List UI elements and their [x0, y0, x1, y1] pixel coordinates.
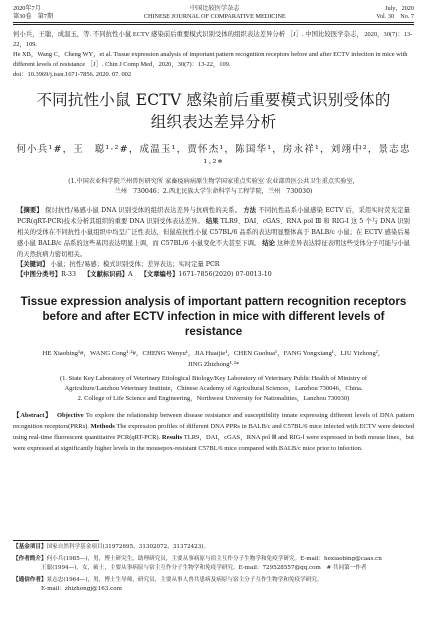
abstract-cn-label: 【摘要】 [17, 207, 43, 215]
abstract-cn-results-label: 结果 [205, 218, 219, 226]
affiliation-en-line3: 2. College of Life Science and Engineering，Northwest University for Nationalities，Lanzhou 730030) [77, 395, 350, 403]
journal-name-cn: 中国比较医学杂志 [190, 5, 240, 12]
fund-label: 【基金项目】 [13, 544, 47, 550]
header-date-cn: 2020年7月 [13, 5, 41, 12]
clc-label: 【中图分类号】 [17, 271, 62, 279]
title-cn [13, 89, 414, 133]
author-note [13, 555, 414, 565]
keywords-cn [13, 260, 414, 270]
abstract-cn-conclusion: 这种差异表达特征表明这些受体分子可能与小鼠的天然抗病力密切相关。 [17, 240, 410, 259]
citation-block [13, 30, 414, 80]
citation-en: He XB，Wang C，Cheng WY，et al. Tissue expression analysis of important pattern recognition receptors before and after ECTV infection in mice with different levels of resistance ［J］. Chin J Comp Med，2020，30(7)：13-22，109. [13, 51, 408, 69]
author-label: 【作者简介】 [13, 555, 47, 562]
abstract-en-objective-label: Objective [56, 412, 84, 420]
article-no-label: 【文章编号】 [140, 271, 179, 279]
corresponding-email[interactable]: E-mail：zhizhongj@163.com [41, 586, 122, 592]
citation-cn: 何小兵，王聪，成温玉，等. 不同抗性小鼠 ECTV 感染前后重要模式识别受体的组织表达差异分析 ［J］. 中国比较医学杂志， 2020，30(7)：13-22，109. [13, 31, 413, 49]
abstract-en-objective: To explore the relationship between disease resistance and susceptibility innate expressing different levels of DNA pattern recognition receptors(PRRs). [13, 412, 415, 431]
authors-en-line1: HE Xiaobing¹#，WANG Cong¹·²#，CHENG Wenyu¹，JIA Huaijie¹，CHEN Guohua¹，FANG Yongxiang¹，LIU Yizhong²， [42, 350, 385, 358]
abstract-cn-objective: 探讨抗性/易感小鼠 DNA 识别受体的组织表达差异与抗病性的关系。 [45, 207, 242, 215]
author2-text: 王聪(1994—)，女，硕士，主要从事病原与宿主互作分子生物学和免疫学研究。E-mail：729528557@qq.com # 共同第一作者 [41, 565, 367, 571]
abstract-cn-methods-label: 方法 [243, 207, 257, 215]
abstract-cn-methods: 不同抗性品系小鼠感染 ECTV 后，采用实时荧光定量 PCR(qRT-PCR)技术分析其组织的重要 DNA 识别受体表达差异。 [17, 207, 410, 226]
clc-value: R-33 [61, 271, 76, 279]
title-en-line1: Tissue expression analysis of important pattern recognition receptors [20, 295, 407, 309]
abstract-cn [13, 205, 414, 260]
affiliation-cn-line1: (1.中国农业科学院兰州兽医研究所 家畜疫病病原生物学国家重点实验室 农业部兽医公共卫生重点实验室， [68, 178, 359, 186]
corresponding-note [13, 576, 414, 586]
abstract-en-label: 【Abstract】 [13, 412, 53, 420]
abstract-cn-results: TLR9、DAI、cGAS、RNA pol Ⅲ 和 RIG-I 这 5 个与 DNA 识别相关的受体在不同抗性小鼠组织中均呈广泛性表达，但鼠痘抗性小鼠 C57BL/6 品系的表达明显整体高于 BALB/c 小鼠；在 ECTV 感染后易感小鼠 BALB/c 品系的这些基因表达明显上调，而 C57BL/6 小鼠变化不大甚至下调。 [17, 218, 410, 248]
article-no-value: 1671-7856(2020) 07-0013-10 [178, 271, 272, 279]
header-date-en: July，2020 [385, 5, 414, 12]
author1-text: 何小兵(1985—)，男，博士研究生，助理研究员，主要从事病原与宿主互作分子生物学和免疫学研究。E-mail：hexiaobing@caas.cn [46, 555, 382, 562]
doc-code-value: A [128, 271, 133, 279]
header-volume-cn: 第30卷 第7期 [13, 13, 54, 20]
corresponding-label: 【通信作者】 [13, 576, 47, 583]
affiliation-cn-line2: 兰州 730046；2.西北民族大学生命科学与工程学院，兰州 730030) [114, 188, 313, 196]
affiliation-en-line2: Agriculture/Lanzhou Veterinary Institute，Chinese Academy of Agricultural Sciences，Lanzhou 730046，China. [64, 385, 363, 393]
fund-note [13, 543, 414, 553]
running-header [13, 5, 414, 21]
authors-cn: 何小兵¹#，王 聪¹·²#，成温玉¹，贾怀杰¹，陈国华¹，房永祥¹，刘翊中²，景志忠¹·²* [16, 144, 411, 170]
title-cn-line2: 组织表达差异分析 [150, 113, 277, 132]
abstract-en-results-label: Results [161, 434, 183, 442]
abstract-en-methods-label: Methods [90, 423, 115, 431]
footnotes [13, 540, 414, 595]
keywords-cn-label: 【关键词】 [17, 261, 49, 269]
journal-name-en: CHINESE JOURNAL OF COMPARATIVE MEDICINE [143, 13, 286, 20]
abstract-en-results: TLR9，DAI，cGAS，RNA pol Ⅲ and RIG-Ⅰ were expressed in both mouse lines，but were expressed at significantly higher levels in the mousepox-resistant C57BL/6 mice compared with BALB/c mice prior to infection. [13, 434, 414, 453]
title-en-line2: before and after ECTV infection in mice with different levels of resistance [42, 310, 385, 339]
fund-text: 国家自然科学基金项目(31972695，31302072，31372423)。 [46, 544, 210, 550]
affiliation-cn [13, 177, 414, 197]
authors-en [13, 348, 414, 370]
corresponding-text: 景志忠(1964—)，男，博士生导师，研究员，主要从事人兽共患病及病原与宿主分子互作生物学和免疫学研究。 [46, 576, 323, 583]
title-cn-line1: 不同抗性小鼠 ECTV 感染前后重要模式识别受体的 [36, 91, 391, 110]
header-rule [13, 22, 414, 25]
affiliation-en-line1: (1. State Key Laboratory of Veterinary Etiological Biology/Key Laboratory of Veterinary Public Health of Ministry of [60, 375, 367, 383]
doc-code-label: 【文献标识码】 [83, 271, 129, 279]
abstract-cn-conclusion-label: 结论 [262, 240, 275, 248]
keywords-cn-text: 小鼠；抗性/易感；模式识别受体；差异表达；实时定量 PCR [50, 261, 220, 269]
footnote-rule [13, 540, 99, 541]
authors-en-line2: JING Zhizhong¹·²* [187, 361, 240, 369]
classification-row [13, 270, 414, 280]
abstract-en [13, 410, 414, 454]
abstract-en-methods: The expression profiles of different DNA PPRs in BALB/c and C57BL/6 mice infected with ECTV were detected using real-time fluorescent quantitative PCR(qRT-PCR). [13, 423, 415, 442]
affiliation-en [13, 374, 414, 404]
header-volume-en: Vol. 30 No. 7 [376, 13, 414, 20]
title-en [13, 294, 414, 339]
doi[interactable]: doi：10.3969/j.issn.1671-7856. 2020. 07. 002 [13, 71, 132, 79]
